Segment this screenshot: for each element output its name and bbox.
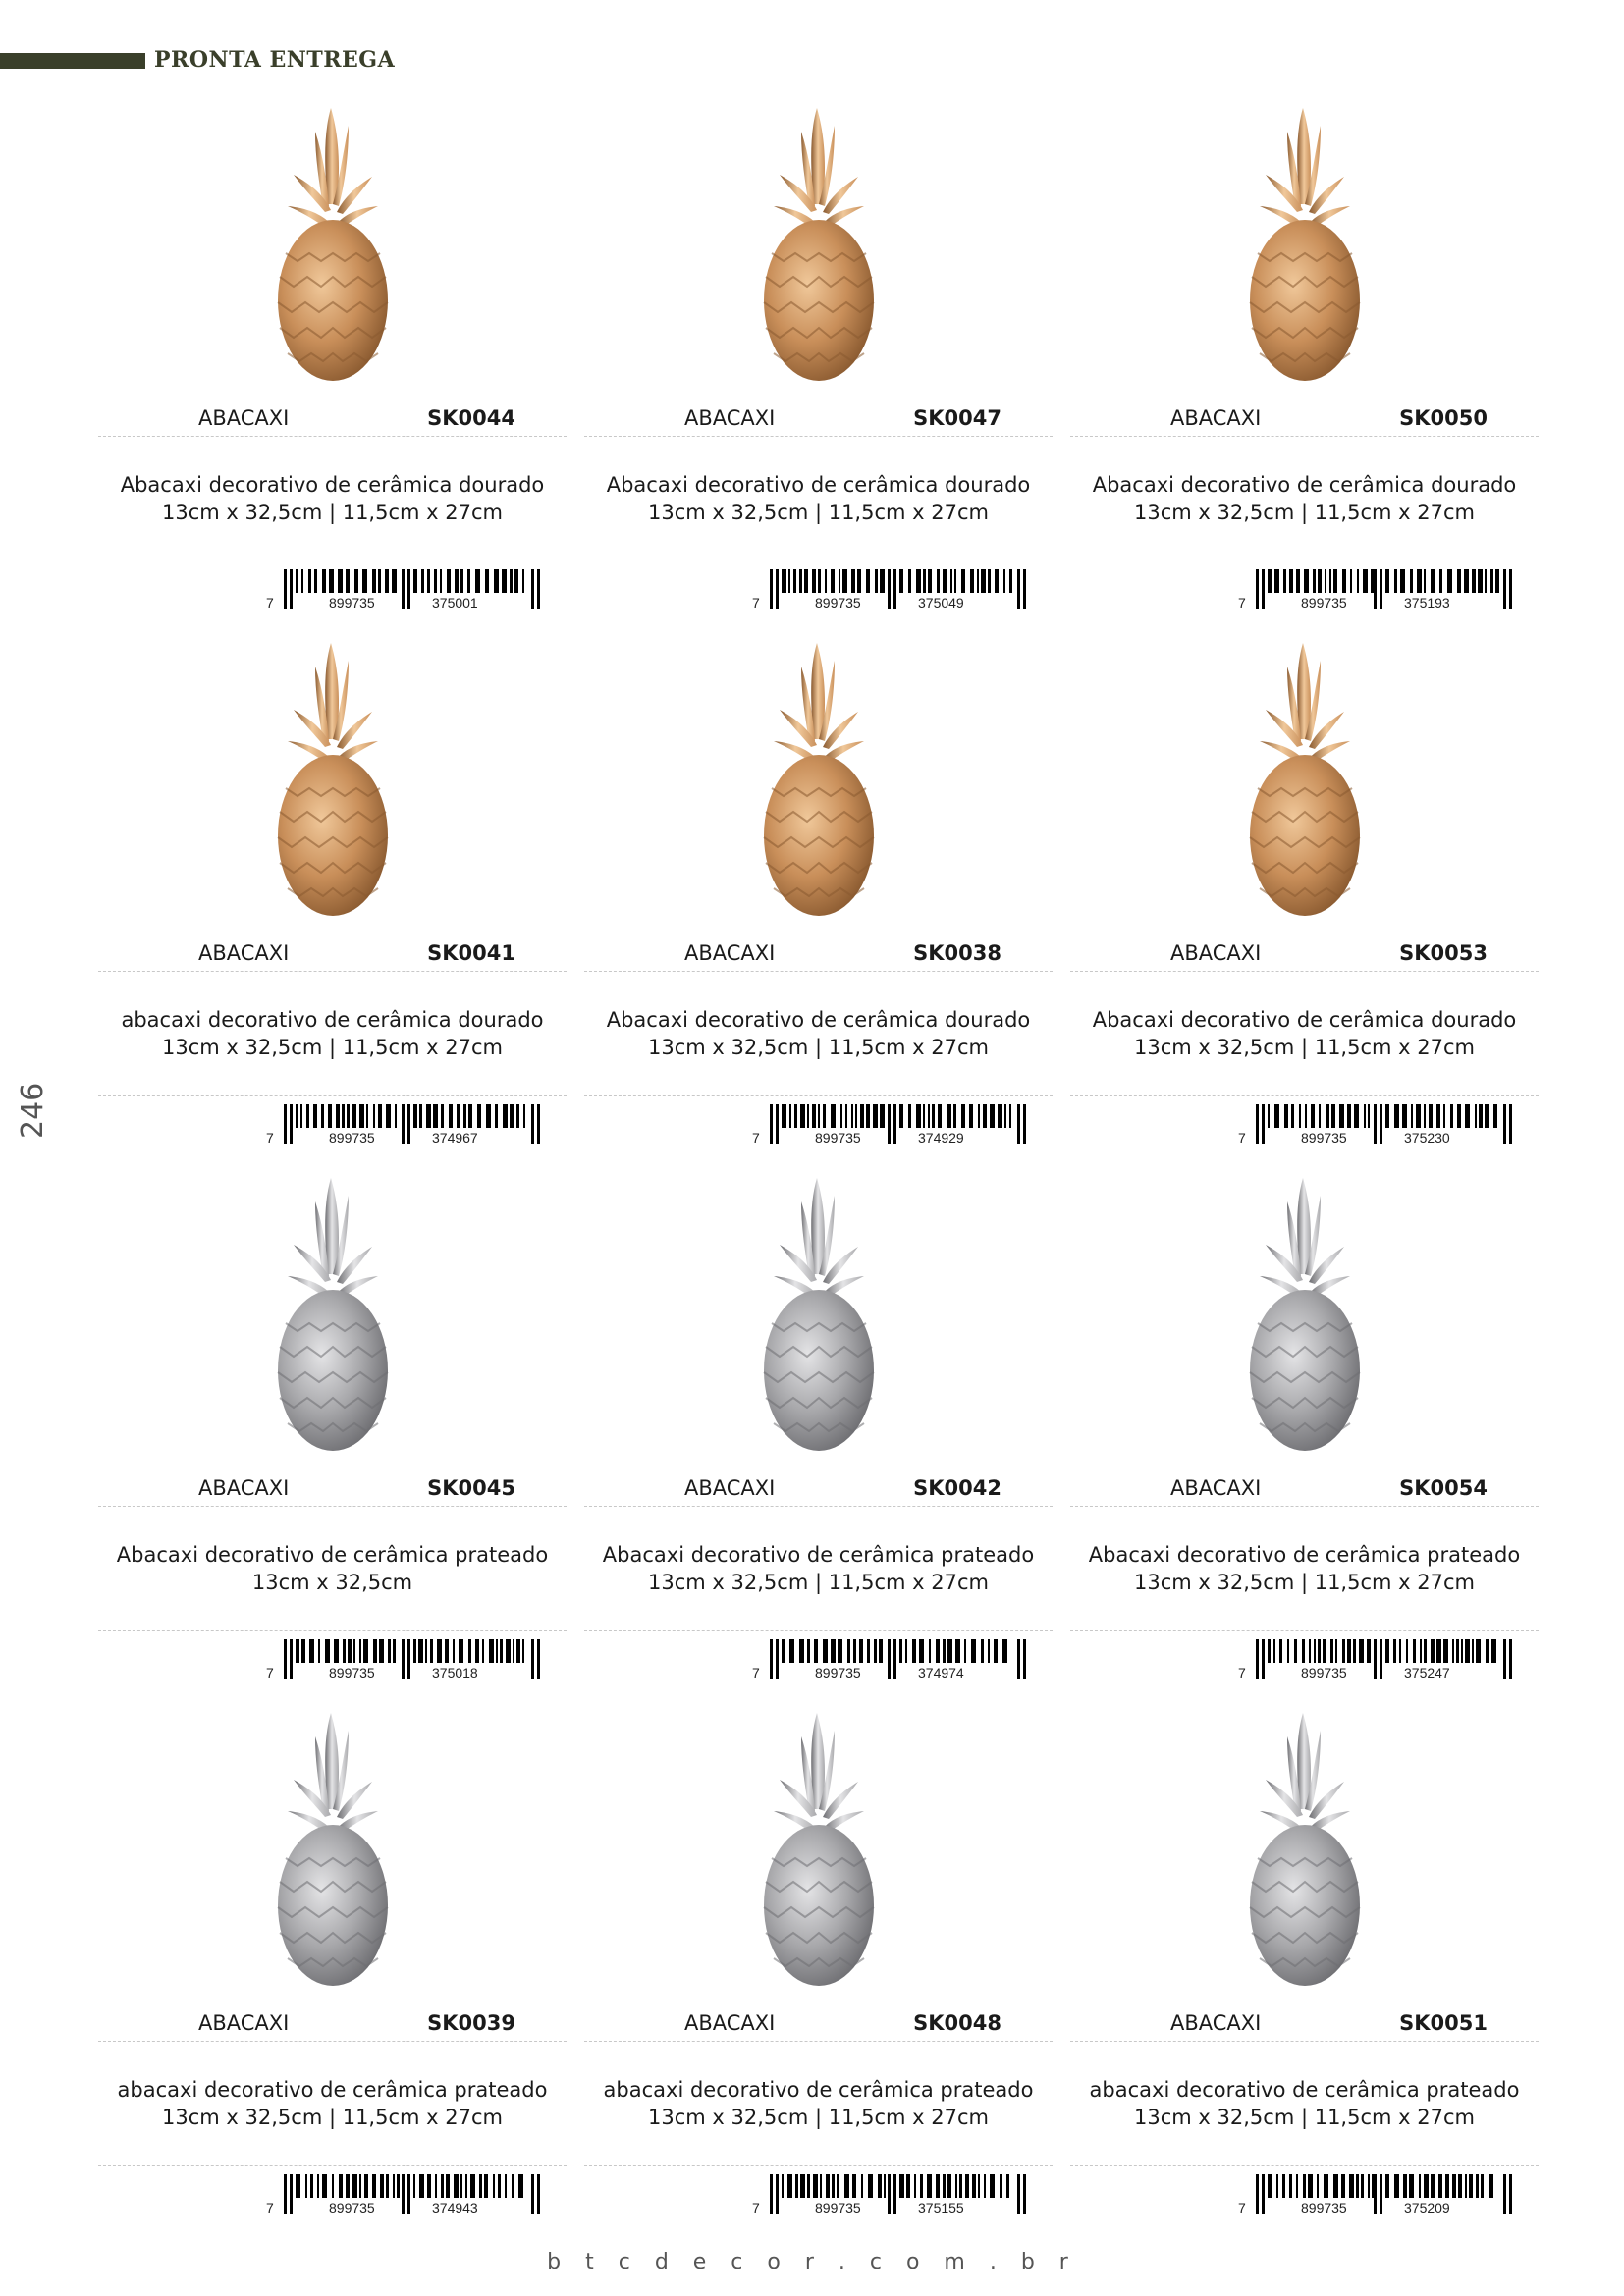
product-name-row: [1070, 406, 1539, 437]
product-code: SK0041: [427, 941, 515, 965]
product-card: [98, 96, 567, 631]
product-description: [98, 1006, 567, 1061]
product-name-row: [1070, 2011, 1539, 2042]
pineapple-photo: [584, 1701, 1053, 2005]
product-code: SK0054: [1399, 1476, 1488, 1500]
barcode-product: 375193: [1404, 595, 1450, 611]
product-description: [584, 2076, 1053, 2131]
pineapple-photo: [98, 96, 567, 400]
dimensions-line: 13cm x 32,5cm | 11,5cm x 27cm: [1134, 2106, 1475, 2129]
product-card: [98, 1166, 567, 1701]
dimensions-line: 13cm x 32,5cm | 11,5cm x 27cm: [1134, 501, 1475, 524]
barcode-prefix: 7: [752, 1665, 760, 1681]
product-description: [1070, 1541, 1539, 1596]
product-code: SK0045: [427, 1476, 515, 1500]
pineapple-photo: [1070, 631, 1539, 935]
dimensions-line: 13cm x 32,5cm | 11,5cm x 27cm: [648, 1571, 989, 1594]
description-line: Abacaxi decorativo de cerâmica dourado: [1092, 473, 1517, 497]
footer-website: b t c d e c o r . c o m . b r: [547, 2250, 1077, 2274]
product-name: ABACAXI: [684, 2011, 776, 2035]
product-name-row: [584, 941, 1053, 972]
divider: [584, 1095, 1053, 1096]
product-card: [584, 631, 1053, 1166]
product-card: [1070, 1166, 1539, 1701]
divider: [584, 2165, 1053, 2166]
divider: [98, 2165, 567, 2166]
product-card: [1070, 96, 1539, 631]
header-bar: [0, 53, 145, 69]
barcode-manufacturer: 899735: [1301, 2200, 1347, 2216]
dimensions-line: 13cm x 32,5cm | 11,5cm x 27cm: [1134, 1571, 1475, 1594]
page-number: 246: [16, 1082, 50, 1139]
pineapple-photo: [584, 1166, 1053, 1470]
product-card: [1070, 631, 1539, 1166]
divider: [1070, 1630, 1539, 1631]
barcode-product: 374943: [432, 2200, 478, 2216]
product-code: SK0053: [1399, 941, 1488, 965]
product-name: ABACAXI: [684, 1476, 776, 1500]
pineapple-photo: [98, 631, 567, 935]
barcode-prefix: 7: [1238, 1130, 1246, 1146]
barcode-product: 375018: [432, 1665, 478, 1681]
barcode-product: 375230: [1404, 1130, 1450, 1146]
dimensions-line: 13cm x 32,5cm | 11,5cm x 27cm: [162, 501, 503, 524]
barcode-prefix: 7: [266, 595, 274, 611]
dimensions-line: 13cm x 32,5cm | 11,5cm x 27cm: [648, 501, 989, 524]
barcode-manufacturer: 899735: [815, 2200, 861, 2216]
product-name: ABACAXI: [684, 941, 776, 965]
product-name: ABACAXI: [198, 941, 290, 965]
description-line: Abacaxi decorativo de cerâmica prateado: [1088, 1543, 1521, 1567]
product-card: [98, 1701, 567, 2236]
product-code: SK0038: [913, 941, 1001, 965]
pineapple-photo: [584, 96, 1053, 400]
product-name-row: [98, 406, 567, 437]
barcode-prefix: 7: [752, 1130, 760, 1146]
product-description: [584, 1006, 1053, 1061]
product-name: ABACAXI: [198, 2011, 290, 2035]
barcode-product: 375049: [918, 595, 964, 611]
barcode-product: 374967: [432, 1130, 478, 1146]
product-name-row: [584, 1476, 1053, 1507]
product-name: ABACAXI: [1170, 2011, 1262, 2035]
description-line: abacaxi decorativo de cerâmica prateado: [1089, 2078, 1520, 2102]
product-card: [584, 96, 1053, 631]
product-code: SK0047: [913, 406, 1001, 430]
product-code: SK0051: [1399, 2011, 1488, 2035]
barcode-prefix: 7: [1238, 595, 1246, 611]
barcode-prefix: 7: [266, 1130, 274, 1146]
dimensions-line: 13cm x 32,5cm | 11,5cm x 27cm: [162, 2106, 503, 2129]
pineapple-photo: [1070, 96, 1539, 400]
divider: [584, 1630, 1053, 1631]
barcode-product: 375001: [432, 595, 478, 611]
pineapple-photo: [584, 631, 1053, 935]
divider: [1070, 1095, 1539, 1096]
barcode-manufacturer: 899735: [329, 595, 375, 611]
description-line: Abacaxi decorativo de cerâmica dourado: [606, 473, 1031, 497]
barcode-product: 375247: [1404, 1665, 1450, 1681]
barcode-manufacturer: 899735: [329, 1130, 375, 1146]
barcode-manufacturer: 899735: [815, 1665, 861, 1681]
product-name-row: [98, 941, 567, 972]
product-description: [1070, 471, 1539, 526]
barcode-manufacturer: 899735: [1301, 1130, 1347, 1146]
divider: [98, 1630, 567, 1631]
barcode: [748, 569, 1033, 613]
divider: [98, 1095, 567, 1096]
description-line: Abacaxi decorativo de cerâmica prateado: [602, 1543, 1035, 1567]
description-line: abacaxi decorativo de cerâmica dourado: [121, 1008, 544, 1032]
product-name-row: [98, 2011, 567, 2042]
barcode-prefix: 7: [266, 1665, 274, 1681]
description-line: abacaxi decorativo de cerâmica prateado: [117, 2078, 548, 2102]
product-code: SK0048: [913, 2011, 1001, 2035]
product-name: ABACAXI: [1170, 406, 1262, 430]
dimensions-line: 13cm x 32,5cm | 11,5cm x 27cm: [648, 1036, 989, 1059]
pineapple-photo: [98, 1701, 567, 2005]
barcode-prefix: 7: [752, 595, 760, 611]
dimensions-line: 13cm x 32,5cm | 11,5cm x 27cm: [648, 2106, 989, 2129]
description-line: Abacaxi decorativo de cerâmica dourado: [606, 1008, 1031, 1032]
product-description: [584, 1541, 1053, 1596]
product-description: [584, 471, 1053, 526]
product-name: ABACAXI: [1170, 941, 1262, 965]
pineapple-photo: [1070, 1701, 1539, 2005]
barcode-product: 374974: [918, 1665, 964, 1681]
product-description: [98, 1541, 567, 1596]
product-code: SK0042: [913, 1476, 1001, 1500]
dimensions-line: 13cm x 32,5cm | 11,5cm x 27cm: [1134, 1036, 1475, 1059]
product-name-row: [1070, 941, 1539, 972]
description-line: Abacaxi decorativo de cerâmica prateado: [116, 1543, 549, 1567]
product-card: [584, 1701, 1053, 2236]
barcode-manufacturer: 899735: [1301, 1665, 1347, 1681]
product-description: [98, 2076, 567, 2131]
barcode-product: 375209: [1404, 2200, 1450, 2216]
pineapple-photo: [98, 1166, 567, 1470]
description-line: Abacaxi decorativo de cerâmica dourado: [120, 473, 545, 497]
barcode: [262, 1639, 547, 1682]
description-line: Abacaxi decorativo de cerâmica dourado: [1092, 1008, 1517, 1032]
product-description: [1070, 2076, 1539, 2131]
divider: [1070, 2165, 1539, 2166]
barcode: [748, 1104, 1033, 1148]
barcode-manufacturer: 899735: [815, 1130, 861, 1146]
barcode-prefix: 7: [1238, 1665, 1246, 1681]
barcode: [262, 1104, 547, 1148]
barcode-manufacturer: 899735: [1301, 595, 1347, 611]
product-description: [1070, 1006, 1539, 1061]
barcode: [262, 2174, 547, 2217]
barcode-prefix: 7: [752, 2200, 760, 2216]
barcode-manufacturer: 899735: [329, 1665, 375, 1681]
barcode: [1234, 1639, 1519, 1682]
product-name-row: [98, 1476, 567, 1507]
barcode-product: 374929: [918, 1130, 964, 1146]
pineapple-photo: [1070, 1166, 1539, 1470]
barcode-prefix: 7: [266, 2200, 274, 2216]
product-code: SK0044: [427, 406, 515, 430]
product-description: [98, 471, 567, 526]
barcode: [748, 2174, 1033, 2217]
barcode: [1234, 2174, 1519, 2217]
product-name-row: [1070, 1476, 1539, 1507]
section-title: PRONTA ENTREGA: [154, 47, 396, 73]
product-card: [1070, 1701, 1539, 2236]
product-name-row: [584, 406, 1053, 437]
description-line: abacaxi decorativo de cerâmica prateado: [603, 2078, 1034, 2102]
barcode: [748, 1639, 1033, 1682]
barcode-prefix: 7: [1238, 2200, 1246, 2216]
dimensions-line: 13cm x 32,5cm | 11,5cm x 27cm: [162, 1036, 503, 1059]
product-name: ABACAXI: [198, 1476, 290, 1500]
product-name: ABACAXI: [684, 406, 776, 430]
product-name: ABACAXI: [1170, 1476, 1262, 1500]
barcode-manufacturer: 899735: [329, 2200, 375, 2216]
product-name: ABACAXI: [198, 406, 290, 430]
barcode-manufacturer: 899735: [815, 595, 861, 611]
barcode: [1234, 569, 1519, 613]
barcode-product: 375155: [918, 2200, 964, 2216]
product-name-row: [584, 2011, 1053, 2042]
product-code: SK0050: [1399, 406, 1488, 430]
dimensions-line: 13cm x 32,5cm: [251, 1571, 413, 1594]
product-grid: [98, 96, 1545, 2236]
product-card: [98, 631, 567, 1166]
product-card: [584, 1166, 1053, 1701]
barcode: [262, 569, 547, 613]
barcode: [1234, 1104, 1519, 1148]
product-code: SK0039: [427, 2011, 515, 2035]
